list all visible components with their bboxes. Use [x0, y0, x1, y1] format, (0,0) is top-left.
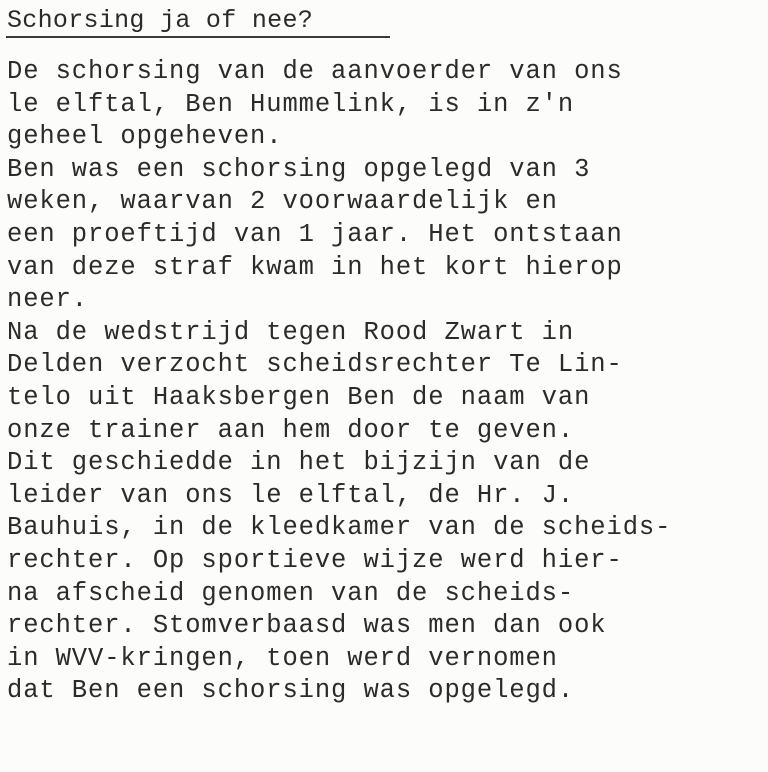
text-line: leider van ons le elftal, de Hr. J. — [7, 480, 575, 510]
text-line: in WVV-kringen, toen werd vernomen — [7, 643, 558, 673]
text-line: neer. — [7, 285, 89, 315]
text-line: Na de wedstrijd tegen Rood Zwart in — [7, 317, 575, 347]
text-line: le elftal, Ben Hummelink, is in z'n — [7, 89, 575, 119]
text-line: na afscheid genomen van de scheids- — [7, 578, 575, 608]
text-line: dat Ben een schorsing was opgelegd. — [7, 676, 575, 706]
text-line: telo uit Haaksbergen Ben de naam van — [7, 382, 591, 412]
text-line: weken, waarvan 2 voorwaardelijk en — [7, 187, 558, 217]
text-line: onze trainer aan hem door te geven. — [7, 415, 575, 445]
article-title: Schorsing ja of nee? — [7, 6, 314, 35]
text-line: van deze straf kwam in het kort hierop — [7, 252, 623, 282]
text-line: een proeftijd van 1 jaar. Het ontstaan — [7, 219, 623, 249]
text-line: Dit geschiedde in het bijzijn van de — [7, 448, 591, 478]
text-line: rechter. Op sportieve wijze werd hier- — [7, 545, 623, 575]
text-line: Ben was een schorsing opgelegd van 3 — [7, 154, 591, 184]
text-line: geheel opgeheven. — [7, 122, 283, 152]
text-line: Bauhuis, in de kleedkamer van de scheids- — [7, 513, 672, 543]
text-line: rechter. Stomverbaasd was men dan ook — [7, 611, 607, 641]
text-line: De schorsing van de aanvoerder van ons — [7, 57, 623, 86]
title-underline — [6, 36, 390, 38]
article-body — [7, 56, 763, 708]
text-line: Delden verzocht scheidsrechter Te Lin- — [7, 350, 623, 380]
